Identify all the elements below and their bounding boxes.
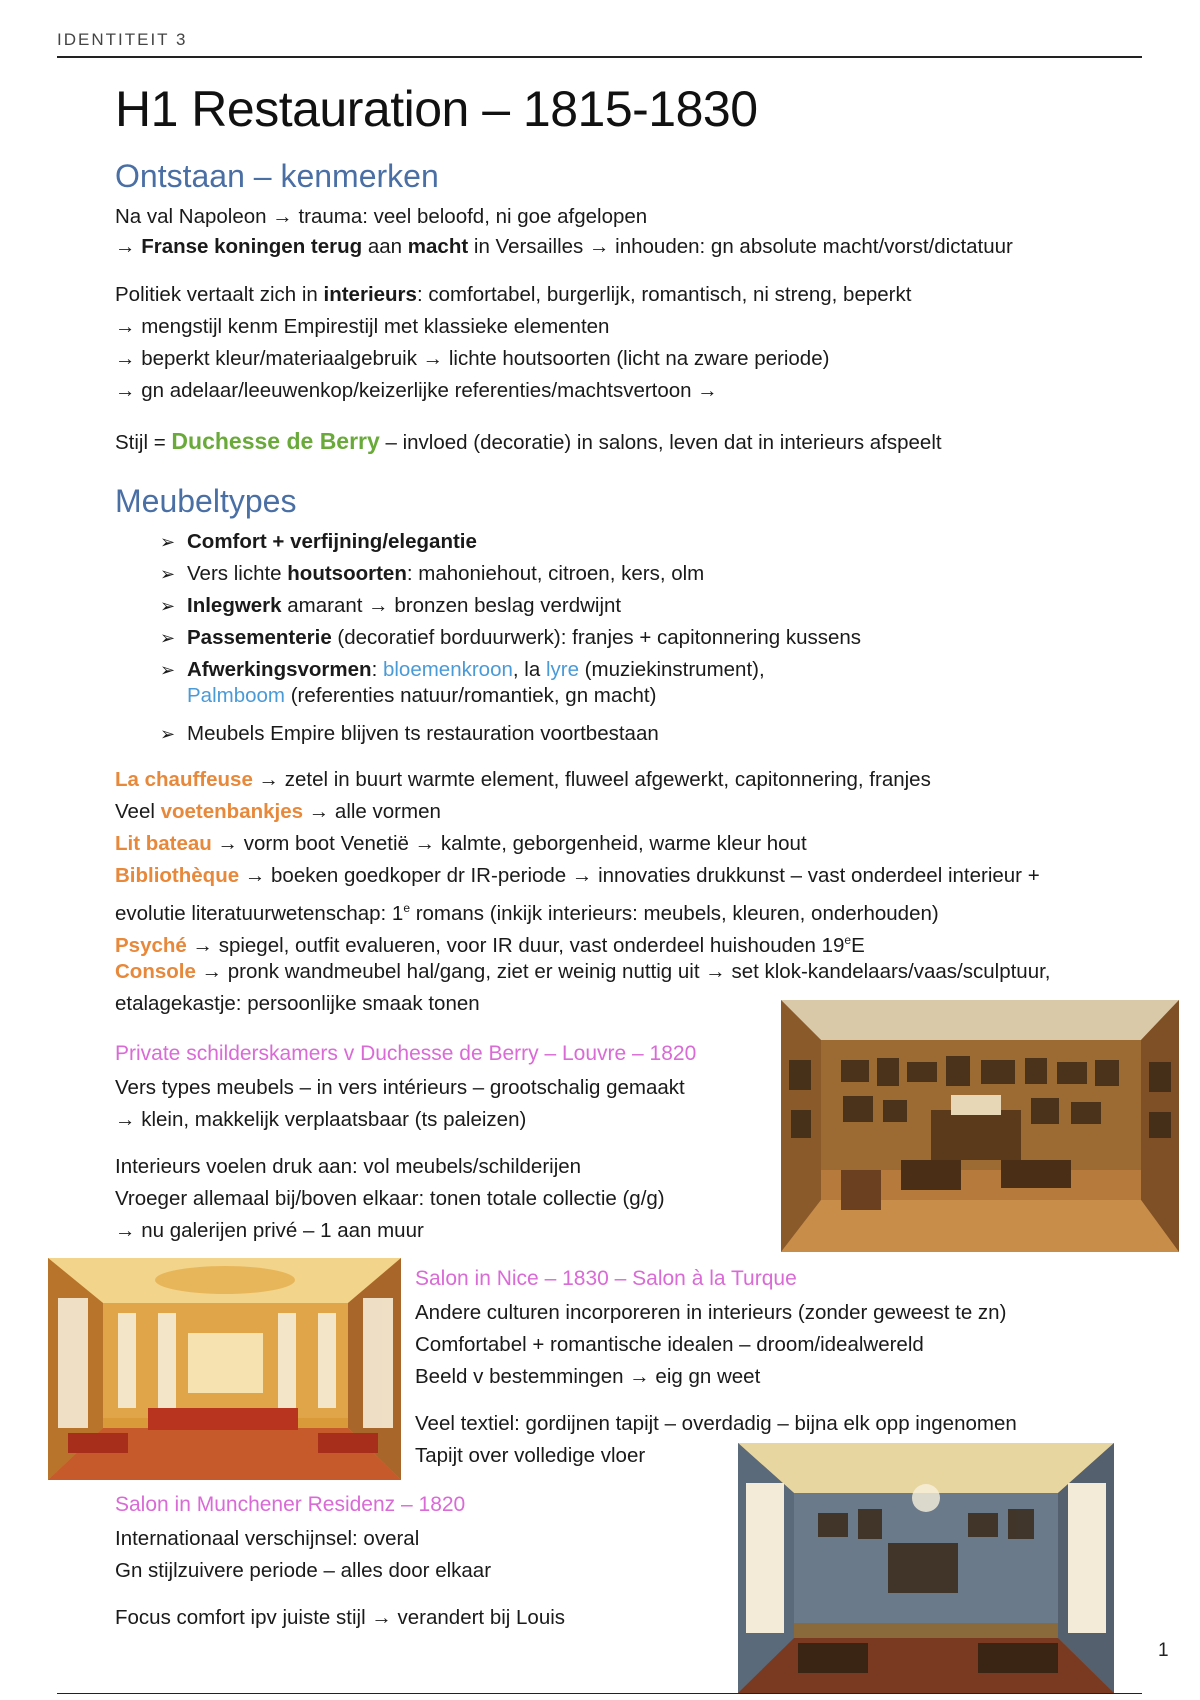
text-line: Console → pronk wandmeubel hal/gang, ziet er weinig nuttig uit → set klok-kandelaars/vaas/sculptuur, <box>115 960 1051 983</box>
text-line: Veel voetenbankjes → alle vormen <box>115 800 441 823</box>
text-line: → nu galerijen privé – 1 aan muur <box>115 1219 424 1242</box>
text-line: → klein, makkelijk verplaatsbaar (ts paleizen) <box>115 1108 527 1131</box>
text-line: → Franse koningen terug aan macht in Versailles → inhouden: gn absolute macht/vorst/dictatuur <box>115 235 1013 258</box>
text-line: evolutie literatuurwetenschap: 1e romans (inkijk interieurs: meubels, kleuren, onderhouden) <box>115 901 939 925</box>
list-item: ➢ Inlegwerk amarant → bronzen beslag verdwijnt <box>160 594 622 617</box>
page-title: H1 Restauration – 1815-1830 <box>115 81 758 137</box>
list-item: ➢ Afwerkingsvormen: bloemenkroon, la lyre (muziekinstrument), Palmboom (referenties natuur/romantiek, gn macht) <box>160 658 765 707</box>
list-item: ➢ Passementerie (decoratief borduurwerk): franjes + capitonnering kussens <box>160 626 862 649</box>
text-line: → beperkt kleur/materiaalgebruik → lichte houtsoorten (licht na zware periode) <box>115 347 830 370</box>
text-line: Andere culturen incorporeren in interieurs (zonder geweest te zn) <box>415 1301 1007 1324</box>
text-line: Internationaal verschijnsel: overal <box>115 1527 420 1550</box>
text-line: etalagekastje: persoonlijke smaak tonen <box>115 992 480 1015</box>
text-line: Lit bateau → vorm boot Venetië → kalmte, geborgenheid, warme kleur hout <box>115 832 807 855</box>
heading-meubeltypes: Meubeltypes <box>115 483 297 519</box>
text-line: Veel textiel: gordijnen tapijt – overdadig – bijna elk opp ingenomen <box>415 1412 1017 1435</box>
footer-rule <box>57 1693 1142 1694</box>
page-number: 1 <box>1158 1640 1169 1661</box>
text-line: Stijl = Duchesse de Berry – invloed (decoratie) in salons, leven dat in interieurs afspeelt <box>115 428 942 454</box>
list-item: ➢ Meubels Empire blijven ts restauration voortbestaan <box>160 722 659 745</box>
caption-louvre: Private schilderskamers v Duchesse de Berry – Louvre – 1820 <box>115 1042 697 1065</box>
painting-louvre-image <box>781 1000 1179 1252</box>
text-line: La chauffeuse → zetel in buurt warmte element, fluweel afgewerkt, capitonnering, franjes <box>115 768 931 791</box>
salon-munchen-image <box>738 1443 1114 1693</box>
text-line: Comfortabel + romantische idealen – droom/idealwereld <box>415 1333 924 1356</box>
salon-nice-image <box>48 1258 401 1480</box>
caption-nice: Salon in Nice – 1830 – Salon à la Turque <box>415 1267 797 1290</box>
text-line: Bibliothèque → boeken goedkoper dr IR-periode → innovaties drukkunst – vast onderdeel interieur + <box>115 864 1040 887</box>
text-line: → gn adelaar/leeuwenkop/keizerlijke referenties/machtsvertoon → <box>115 379 718 402</box>
text-line: Vers types meubels – in vers intérieurs – grootschalig gemaakt <box>115 1076 685 1099</box>
text-line: Focus comfort ipv juiste stijl → verandert bij Louis <box>115 1606 566 1629</box>
text-line: Interieurs voelen druk aan: vol meubels/schilderijen <box>115 1155 582 1178</box>
text-line: Vroeger allemaal bij/boven elkaar: tonen totale collectie (g/g) <box>115 1187 665 1210</box>
running-header: IDENTITEIT 3 <box>57 30 188 49</box>
text-line: Tapijt over volledige vloer <box>415 1444 646 1467</box>
caption-munchen: Salon in Munchener Residenz – 1820 <box>115 1493 466 1516</box>
heading-ontstaan: Ontstaan – kenmerken <box>115 158 439 194</box>
list-item: ➢ Comfort + verfijning/elegantie <box>160 530 477 553</box>
text-line: Psyché → spiegel, outfit evalueren, voor IR duur, vast onderdeel huishouden 19eE <box>115 933 865 957</box>
bullet-list <box>160 529 861 753</box>
header-rule <box>57 56 1142 58</box>
text-line: Politiek vertaalt zich in interieurs: comfortabel, burgerlijk, romantisch, ni streng, beperkt <box>115 283 912 306</box>
text-line: Beeld v bestemmingen → eig gn weet <box>415 1365 761 1388</box>
list-item: ➢ Vers lichte houtsoorten: mahoniehout, citroen, kers, olm <box>160 562 705 585</box>
text-line: → mengstijl kenm Empirestijl met klassieke elementen <box>115 315 610 338</box>
text-line: Na val Napoleon → trauma: veel beloofd, ni goe afgelopen <box>115 205 648 228</box>
text-line: Gn stijlzuivere periode – alles door elkaar <box>115 1559 492 1582</box>
